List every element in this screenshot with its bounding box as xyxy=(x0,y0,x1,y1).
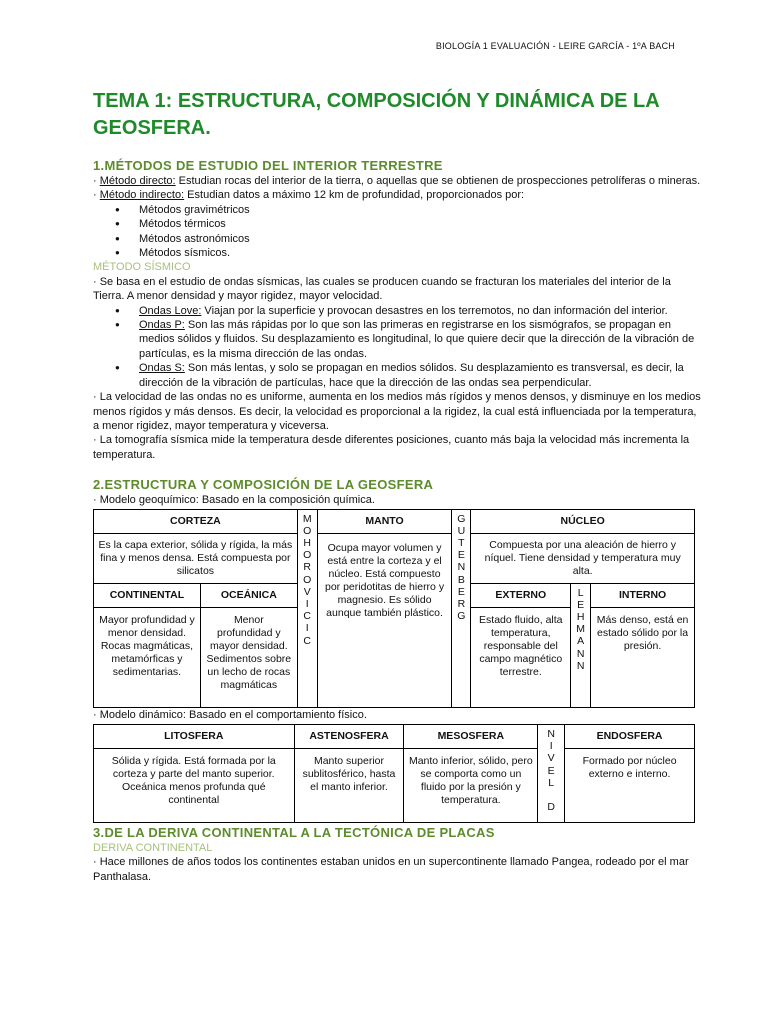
astenosfera-desc: Manto superior sublitosférico, hasta el manto inferior. xyxy=(294,748,404,822)
mohorovicic-label: M O H O R O V I C I C xyxy=(297,509,317,707)
endosfera-desc: Formado por núcleo externo e interno. xyxy=(565,748,695,822)
sismico-intro: · Se basa en el estudio de ondas sísmicas, las cuales se producen cuando se fracturan los materiales del interior de la Tierra. A menor densidad y mayor rigidez, mayor velocidad. xyxy=(93,275,671,303)
metodo-indirecto-label: Método indirecto: xyxy=(99,189,185,202)
table-header-astenosfera: ASTENOSFERA xyxy=(294,724,404,748)
section-heading-1: 1.MÉTODOS DE ESTUDIO DEL INTERIOR TERRESTRE xyxy=(93,158,443,173)
lehmann-label: L E H M A N N xyxy=(571,583,591,707)
nivel-d-label: N I V E L D xyxy=(538,724,565,822)
subheading-deriva-continental: DERIVA CONTINENTAL xyxy=(93,841,213,854)
litosfera-desc: Sólida y rígida. Está formada por la corteza y parte del manto superior. Oceánica menos profunda qué continental xyxy=(94,748,295,822)
page-title: TEMA 1: ESTRUCTURA, COMPOSICIÓN Y DINÁMICA DE LA GEOSFERA. xyxy=(93,90,659,139)
list-item: ● Ondas S: Son más lentas, y solo se propagan en medios sólidos. Su desplazamiento es transversal, es decir, la dirección de la vibración de partículas, hace que la dirección de las ondas sea perpendicular. xyxy=(93,361,703,390)
section-heading-3: 3.DE LA DERIVA CONTINENTAL A LA TECTÓNICA DE PLACAS xyxy=(93,824,495,840)
table-header-litosfera: LITOSFERA xyxy=(94,724,295,748)
list-item: ● Métodos astronómicos xyxy=(93,232,703,246)
mesosfera-desc: Manto inferior, sólido, pero se comporta como un fluido por la presión y temperatura. xyxy=(404,748,538,822)
deriva-paragraph: · Hace millones de años todos los continentes estaban unidos en un supercontinente llamado Pangea, rodeado por el mar Panthalasa. xyxy=(93,856,689,883)
table-header-externo: EXTERNO xyxy=(471,583,571,607)
modelo-dinamico: · Modelo dinámico: Basado en el comportamiento físico. xyxy=(93,708,367,721)
table-header-continental: CONTINENTAL xyxy=(94,583,201,607)
interno-desc: Más denso, está en estado sólido por la presión. xyxy=(591,607,695,707)
table-header-endosfera: ENDOSFERA xyxy=(565,724,695,748)
table-header-corteza: CORTEZA xyxy=(94,509,298,533)
metodo-directo-label: Método directo: xyxy=(99,175,176,187)
nucleo-desc: Compuesta por una aleación de hierro y níquel. Tiene densidad y temperatura muy alta. xyxy=(471,533,695,583)
subheading-metodo-sismico: MÉTODO SÍSMICO xyxy=(93,261,191,274)
corteza-desc: Es la capa exterior, sólida y rígida, la más fina y menos densa. Está compuesta por silicatos xyxy=(94,533,298,583)
continental-desc: Mayor profundidad y menor densidad. Rocas magmáticas, metamórficas y sedimentarias. xyxy=(94,607,201,707)
list-item: ● Ondas Love: Viajan por la superficie y provocan desastres en los terremotos, no dan información del interior. xyxy=(93,304,703,318)
manto-desc: Ocupa mayor volumen y está entre la corteza y el núcleo. Está compuesto por peridotitas de hierro y magnesio. Es sólido aunque también plástico. xyxy=(317,533,452,707)
metodo-indirecto: · Método indirecto: Estudian datos a máximo 12 km de profundidad, proporcionados por: xyxy=(93,189,525,202)
list-item: ● Métodos gravimétricos xyxy=(93,203,703,217)
list-item: ● Métodos térmicos xyxy=(93,217,703,231)
list-item: ● Métodos sísmicos. xyxy=(93,246,703,260)
gutenberg-label: G U T E N B E R G xyxy=(452,509,471,707)
page-header: BIOLOGÍA 1 EVALUACIÓN - LEIRE GARCÍA - 1ºA BACH xyxy=(435,41,675,51)
ondas-list xyxy=(93,304,703,390)
document-body xyxy=(93,157,703,884)
geochemical-table xyxy=(93,509,695,708)
table-header-interno: INTERNO xyxy=(591,583,695,607)
externo-desc: Estado fluido, alta temperatura, responsable del campo magnético terrestre. xyxy=(471,607,571,707)
metodos-list xyxy=(93,203,703,261)
table-header-oceanica: OCEÁNICA xyxy=(200,583,297,607)
table-header-nucleo: NÚCLEO xyxy=(471,509,695,533)
metodo-directo: · Método directo: Estudian rocas del interior de la tierra, o aquellas que se obtienen de prospecciones petrolíferas o mineras. xyxy=(93,175,701,187)
modelo-geoquimico: · Modelo geoquímico: Basado en la composición química. xyxy=(93,494,375,507)
section-heading-2: 2.ESTRUCTURA Y COMPOSICIÓN DE LA GEOSFERA xyxy=(93,477,434,493)
table-header-manto: MANTO xyxy=(317,509,452,533)
list-item: ● Ondas P: Son las más rápidas por lo que son las primeras en registrarse en los sismógrafos, se propagan en medios sólidos y fluidos. Su desplazamiento es longitudinal, lo que quiere decir que la dirección de la vibración de partículas, es la misma dirección de las ondas. xyxy=(93,318,703,361)
oceanica-desc: Menor profundidad y mayor densidad. Sedimentos sobre un lecho de rocas magmáticas xyxy=(200,607,297,707)
tomografia-paragraph: · La tomografía sísmica mide la temperatura desde diferentes posiciones, cuanto más baja la velocidad más incrementa la temperatura. xyxy=(93,434,690,461)
table-header-mesosfera: MESOSFERA xyxy=(404,724,538,748)
velocidad-paragraph: · La velocidad de las ondas no es uniforme, aumenta en los medios más rígidos y menos densos, y disminuye en los medios menos rígidos y más densos. Es decir, la velocidad es proporcional a la rigidez, la cual está influenciada por la temperatura, a menor rigidez, mayor temperatura y viceversa. xyxy=(93,391,701,432)
dynamic-table xyxy=(93,724,695,823)
